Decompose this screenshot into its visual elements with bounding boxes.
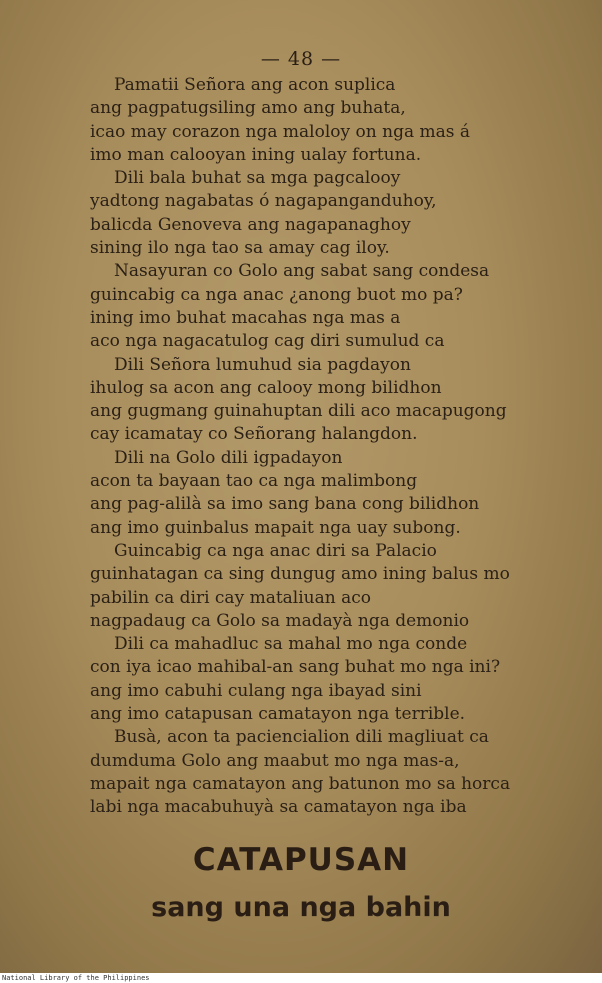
verse-line: ining imo buhat macahas nga mas a — [90, 307, 401, 328]
verse-block — [90, 74, 570, 820]
verse-line: nagpadaug ca Golo sa madayà nga demonio — [90, 610, 470, 631]
verse-line: ang gugmang guinahuptan dili aco macapugong — [90, 401, 507, 422]
verse-line: sining ilo nga tao sa amay cag iloy. — [90, 238, 390, 259]
verse-line: ihulog sa acon ang calooy mong bilidhon — [90, 377, 442, 398]
verse-line: ang imo catapusan camatayon nga terrible. — [90, 704, 466, 725]
verse-line: Dili ca mahadluc sa mahal mo nga conde — [114, 634, 468, 655]
verse-line: con iya icao mahibal-an sang buhat mo nga ini? — [90, 657, 501, 678]
verse-line: ang pagpatugsiling amo ang buhata, — [90, 98, 406, 119]
verse-line: acon ta bayaan tao ca nga malimbong — [90, 471, 418, 492]
verse-line: Guincabig ca nga anac diri sa Palacio — [114, 540, 437, 561]
verse-line: dumduma Golo ang maabut mo nga mas-a, — [90, 750, 460, 771]
verse-line: Pamatii Señora ang acon suplica — [114, 75, 396, 95]
verse-line: balicda Genoveva ang nagapanaghoy — [90, 214, 411, 235]
footer-credit: National Library of the Philippines — [2, 974, 150, 982]
verse-line: Dili na Golo dili igpadayon — [114, 447, 343, 468]
verse-line: cay icamatay co Señorang halangdon. — [90, 424, 418, 445]
verse-line: ang imo guinbalus mapait nga uay subong. — [90, 517, 461, 538]
verse-line: pabilin ca diri cay mataliuan aco — [90, 587, 371, 608]
verse-line: guinhatagan ca sing dungug amo ining balus mo — [90, 564, 510, 585]
closing-title: CATAPUSAN — [192, 842, 410, 878]
verse-line: Busà, acon ta paciencialion dili magliuat ca — [114, 727, 489, 748]
closing-subtitle: sang una nga bahin — [151, 892, 451, 923]
verse-line: Dili Señora lumuhud sia pagdayon — [114, 354, 411, 375]
verse-line: ang pag-alilà sa imo sang bana cong bilidhon — [90, 494, 480, 515]
verse-line: aco nga nagacatulog cag diri sumulud ca — [90, 331, 445, 352]
verse-line: labi nga macabuhuyà sa camatayon nga iba — [90, 797, 467, 818]
verse-line: guincabig ca nga anac ¿anong buot mo pa? — [90, 284, 463, 305]
verse-line: yadtong nagabatas ó nagapanganduhoy, — [90, 191, 437, 212]
page-number: — 48 — — [260, 48, 342, 70]
verse-line: icao may corazon nga maloloy on nga mas á — [90, 121, 471, 142]
verse-line: Dili bala buhat sa mga pagcalooy — [114, 168, 401, 189]
verse-line: mapait nga camatayon ang batunon mo sa horca — [90, 773, 511, 794]
verse-line: ang imo cabuhi culang nga ibayad sini — [90, 680, 422, 701]
verse-line: Nasayuran co Golo ang sabat sang condesa — [114, 261, 490, 282]
verse-line: imo man calooyan ining ualay fortuna. — [90, 144, 422, 165]
